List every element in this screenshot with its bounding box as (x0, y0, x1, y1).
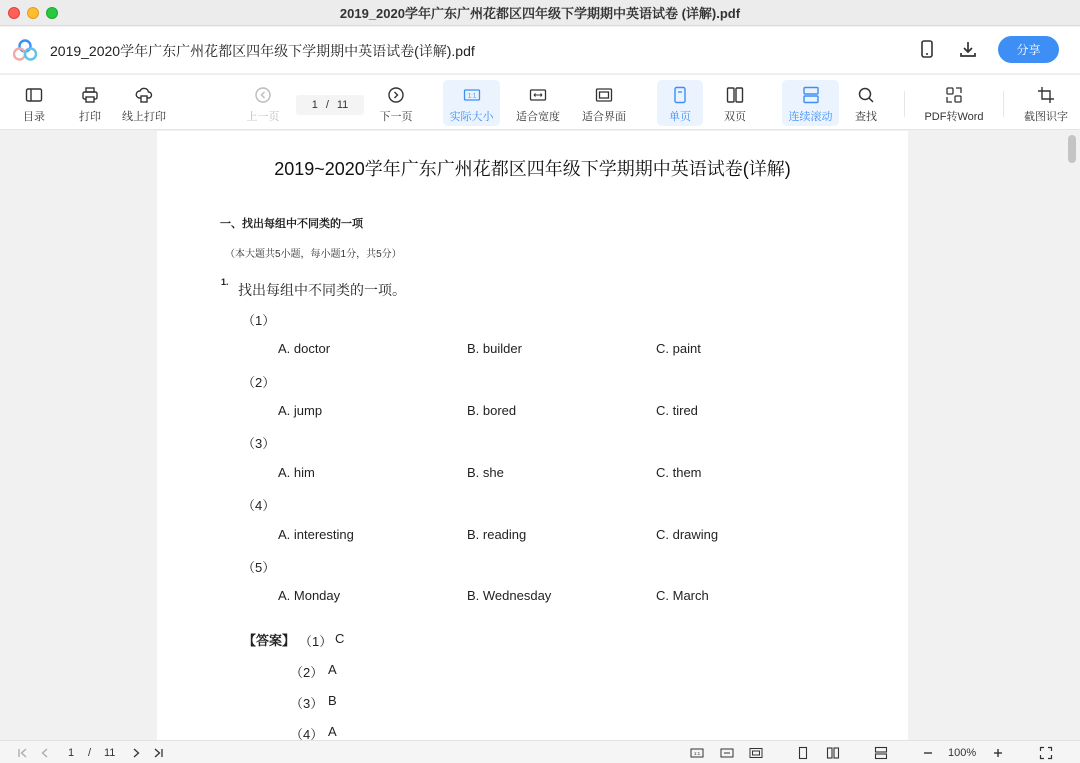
status-single-page-button[interactable] (796, 745, 810, 760)
answer-item-label: （2） (290, 665, 324, 680)
toc-label: 目录 (23, 111, 45, 123)
zoom-in-button[interactable] (991, 745, 1005, 760)
actual-size-icon (462, 85, 482, 105)
single-page-button[interactable] (657, 80, 703, 126)
status-continuous-scroll-button[interactable] (874, 745, 888, 760)
document-title: 2019_2020学年广东广州花都区四年级下学期期中英语试卷(详解).pdf (50, 43, 475, 59)
first-page-button[interactable] (16, 745, 30, 760)
fit-width-button[interactable] (511, 80, 565, 126)
screenshot-ocr-label: 截图识字 (1024, 111, 1068, 123)
option-c: C. paint (656, 341, 701, 356)
first-page-icon (16, 746, 30, 760)
page-separator: / (325, 99, 329, 111)
next-page-small-button[interactable] (129, 745, 143, 760)
question-text: 找出每组中不同类的一项。 (238, 282, 406, 298)
share-button[interactable]: 分享 (998, 36, 1059, 63)
option-b: B. bored (467, 403, 517, 418)
last-page-button[interactable] (151, 745, 165, 760)
continuous-scroll-button[interactable] (782, 80, 839, 126)
fullscreen-icon (1039, 746, 1053, 760)
actual-size-icon (690, 746, 704, 760)
prev-page-small-button[interactable] (38, 745, 52, 760)
next-page-label: 下一页 (379, 111, 413, 123)
single-page-label: 单页 (669, 111, 691, 123)
app-logo-icon (13, 39, 37, 61)
status-fit-page-button[interactable] (749, 745, 763, 760)
single-page-icon (670, 85, 690, 105)
chevron-left-icon (38, 746, 52, 760)
zoom-out-button[interactable] (921, 745, 935, 760)
status-current-page[interactable]: 1 (68, 746, 75, 759)
window-titlebar (0, 0, 1080, 26)
option-c: C. them (656, 465, 702, 480)
double-page-label: 双页 (724, 111, 746, 123)
crop-icon (1036, 85, 1056, 105)
window-controls (8, 7, 58, 19)
answer-item-label: （1） (299, 634, 333, 649)
status-bar (0, 740, 1080, 763)
status-double-page-button[interactable] (826, 745, 840, 760)
answer-label: 【答案】 (243, 633, 296, 648)
answer-item-value: A (328, 724, 337, 739)
chevron-left-circle-icon (253, 85, 273, 105)
prev-page-label: 上一页 (246, 111, 280, 123)
fit-page-button[interactable] (577, 80, 631, 126)
status-page-separator: / (88, 746, 92, 759)
double-page-icon (826, 746, 840, 760)
next-page-button[interactable] (376, 80, 416, 126)
answer-item-value: A (328, 662, 337, 677)
pdf-to-word-label: PDF转Word (924, 111, 984, 123)
option-c: C. drawing (656, 527, 719, 542)
fullscreen-button[interactable] (1039, 745, 1053, 760)
answer-item-value: C (335, 631, 345, 646)
svg-text:1:1: 1:1 (467, 93, 476, 100)
convert-icon (944, 85, 964, 105)
actual-size-label: 实际大小 (449, 111, 494, 123)
double-page-icon (725, 85, 745, 105)
current-page: 1 (311, 99, 318, 111)
vertical-scrollbar[interactable] (1068, 135, 1076, 163)
option-c: C. tired (656, 403, 698, 418)
zoom-level[interactable]: 100% (948, 746, 977, 759)
plus-icon (991, 746, 1005, 760)
continuous-scroll-icon (874, 746, 888, 760)
subquestion-label: （2） (242, 375, 276, 390)
fit-width-label: 适合宽度 (516, 111, 560, 123)
option-b: B. Wednesday (467, 588, 552, 603)
subquestion-label: （1） (242, 313, 276, 328)
option-a: A. Monday (278, 588, 341, 603)
last-page-icon (151, 746, 165, 760)
prev-page-button[interactable] (243, 80, 283, 126)
pdf-to-word-button[interactable] (920, 80, 988, 126)
single-page-icon (796, 746, 810, 760)
status-total-pages: 11 (104, 746, 116, 759)
mobile-device-icon[interactable] (917, 39, 937, 59)
actual-size-button[interactable] (443, 80, 500, 126)
print-button[interactable] (70, 80, 110, 126)
fit-page-icon (594, 85, 614, 105)
subquestion-label: （3） (242, 436, 276, 451)
option-b: B. reading (467, 527, 527, 542)
toolbar (0, 74, 1080, 130)
option-c: C. March (656, 588, 709, 603)
section-title: 一、找出每组中不同类的一项 (220, 218, 363, 230)
toolbar-divider (1003, 91, 1004, 117)
option-b: B. builder (467, 341, 522, 356)
fit-page-label: 适合界面 (582, 111, 626, 123)
app-header (0, 27, 1080, 73)
subquestion-label: （4） (242, 498, 276, 513)
fit-page-icon (749, 746, 763, 760)
fit-width-icon (528, 85, 548, 105)
document-canvas[interactable] (0, 131, 1080, 740)
section-note: （本大题共5小题，每小题1分，共5分） (225, 249, 402, 260)
download-icon[interactable] (958, 39, 978, 59)
subquestion-label: （5） (242, 560, 276, 575)
svg-text:1:1: 1:1 (693, 750, 701, 756)
double-page-button[interactable] (713, 80, 757, 126)
pdf-page (157, 131, 908, 740)
online-print-button[interactable] (116, 80, 172, 126)
search-icon (856, 85, 876, 105)
window-title: 2019_2020学年广东广州花都区四年级下学期期中英语试卷 (详解).pdf (339, 6, 741, 21)
close-window-button[interactable] (8, 7, 20, 19)
sidebar-icon (24, 85, 44, 105)
minimize-window-button[interactable] (27, 7, 39, 19)
find-button[interactable] (846, 80, 886, 126)
chevron-right-icon (129, 746, 143, 760)
page-number-input[interactable] (296, 95, 364, 115)
chevron-right-circle-icon (386, 85, 406, 105)
option-a: A. jump (278, 403, 323, 418)
option-a: A. interesting (278, 527, 354, 542)
minus-icon (921, 746, 935, 760)
status-fit-width-button[interactable] (720, 745, 734, 760)
option-a: A. doctor (278, 341, 331, 356)
pdf-title: 2019~2020学年广东广州花都区四年级下学期期中英语试卷(详解) (274, 159, 791, 179)
toc-button[interactable] (14, 80, 54, 126)
answer-item-label: （3） (290, 696, 324, 711)
printer-icon (80, 85, 100, 105)
screenshot-ocr-button[interactable] (1018, 80, 1074, 126)
online-print-label: 线上打印 (122, 111, 166, 123)
answer-item-value: B (328, 693, 337, 708)
option-a: A. him (278, 465, 315, 480)
continuous-scroll-icon (801, 85, 821, 105)
fit-width-icon (720, 746, 734, 760)
find-label: 查找 (855, 111, 877, 123)
continuous-scroll-label: 连续滚动 (788, 111, 833, 123)
question-number: 1. (221, 277, 229, 287)
zoom-window-button[interactable] (46, 7, 58, 19)
status-actual-size-button[interactable] (690, 745, 704, 760)
option-b: B. she (467, 465, 504, 480)
cloud-print-icon (134, 85, 154, 105)
toolbar-divider (904, 91, 905, 117)
print-label: 打印 (79, 111, 101, 123)
total-pages: 11 (336, 99, 349, 111)
answer-item-label: （4） (290, 727, 324, 740)
